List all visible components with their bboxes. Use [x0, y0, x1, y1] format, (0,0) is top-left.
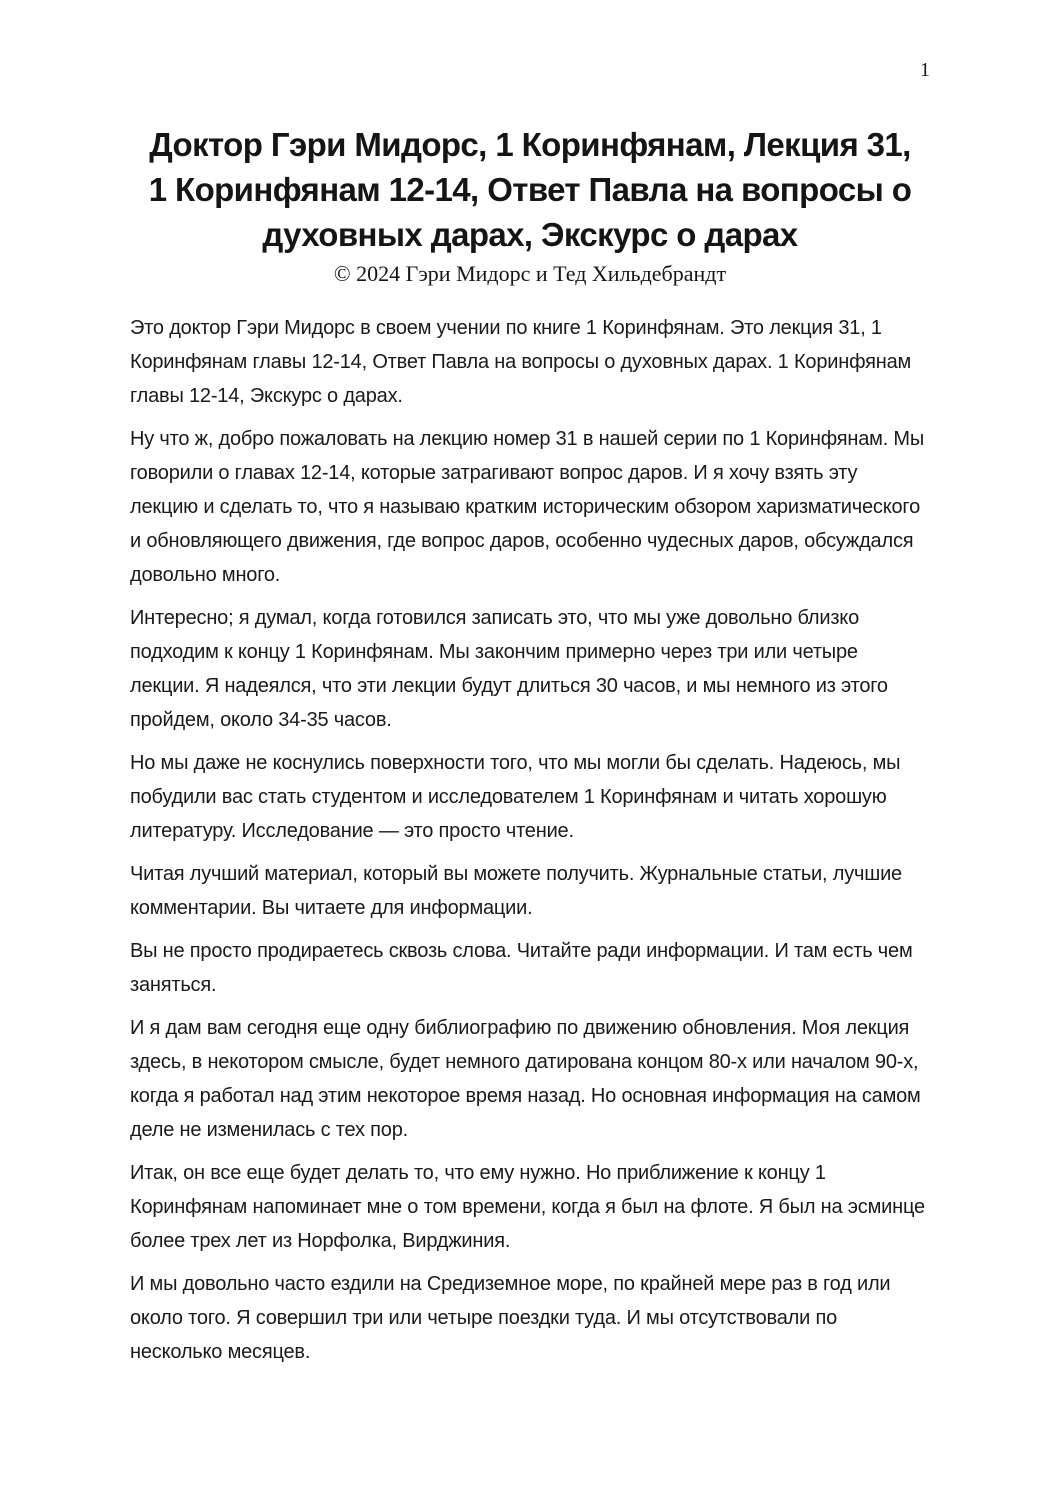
- page-number: 1: [920, 59, 930, 81]
- paragraph-5: Читая лучший материал, который вы можете получить. Журнальные статьи, лучшие комментарии. Вы читаете для информации.: [130, 863, 902, 919]
- paragraph-6: Вы не просто продираетесь сквозь слова. Читайте ради информации. И там есть чем заняться.: [130, 940, 913, 996]
- paragraph-4: Но мы даже не коснулись поверхности того, что мы могли бы сделать. Надеюсь, мы побудили вас стать студентом и исследователем 1 Коринфянам и читать хорошую литературу. Исследование — это просто чтение.: [130, 752, 901, 842]
- document-title-line-1: Доктор Гэри Мидорс, 1 Коринфянам, Лекция 31,: [149, 126, 911, 163]
- paragraph-3: Интересно; я думал, когда готовился записать это, что мы уже довольно близко подходим к концу 1 Коринфянам. Мы закончим примерно через три или четыре лекции. Я надеялся, что эти лекции будут длиться 30 часов, и мы немного из этого пройдем, около 34-35 часов.: [130, 607, 888, 731]
- page-content: [130, 0, 930, 1378]
- paragraph-9: И мы довольно часто ездили на Средиземное море, по крайней мере раз в год или около того. Я совершил три или четыре поездки туда. И мы отсутствовали по несколько месяцев.: [130, 1273, 891, 1363]
- document-body: [130, 311, 930, 1369]
- paragraph-2: Ну что ж, добро пожаловать на лекцию номер 31 в нашей серии по 1 Коринфянам. Мы говорили о главах 12-14, которые затрагивают вопрос даров. И я хочу взять эту лекцию и сделать то, что я называю кратким историческим обзором харизматического и обновляющего движения, где вопрос даров, особенно чудесных даров, обсуждался довольно много.: [130, 428, 925, 586]
- paragraph-7: И я дам вам сегодня еще одну библиографию по движению обновления. Моя лекция здесь, в некотором смысле, будет немного датирована концом 80-х или началом 90-х, когда я работал над этим некоторое время назад. Но основная информация на самом деле не изменилась с тех пор.: [130, 1017, 921, 1141]
- paragraph-1: Это доктор Гэри Мидорс в своем учении по книге 1 Коринфянам. Это лекция 31, 1 Коринфянам главы 12-14, Ответ Павла на вопросы о духовных дарах. 1 Коринфянам главы 12-14, Экскурс о дарах.: [130, 317, 912, 407]
- document-title-line-2: 1 Коринфянам 12-14, Ответ Павла на вопросы о: [148, 171, 912, 208]
- document-title: [130, 122, 930, 257]
- copyright-line: © 2024 Гэри Мидорс и Тед Хильдебрандт: [333, 261, 727, 286]
- document-title-line-3: духовных дарах, Экскурс о дарах: [262, 216, 798, 253]
- paragraph-8: Итак, он все еще будет делать то, что ему нужно. Но приближение к концу 1 Коринфянам напоминает мне о том времени, когда я был на флоте. Я был на эсминце более трех лет из Норфолка, Вирджиния.: [130, 1162, 925, 1252]
